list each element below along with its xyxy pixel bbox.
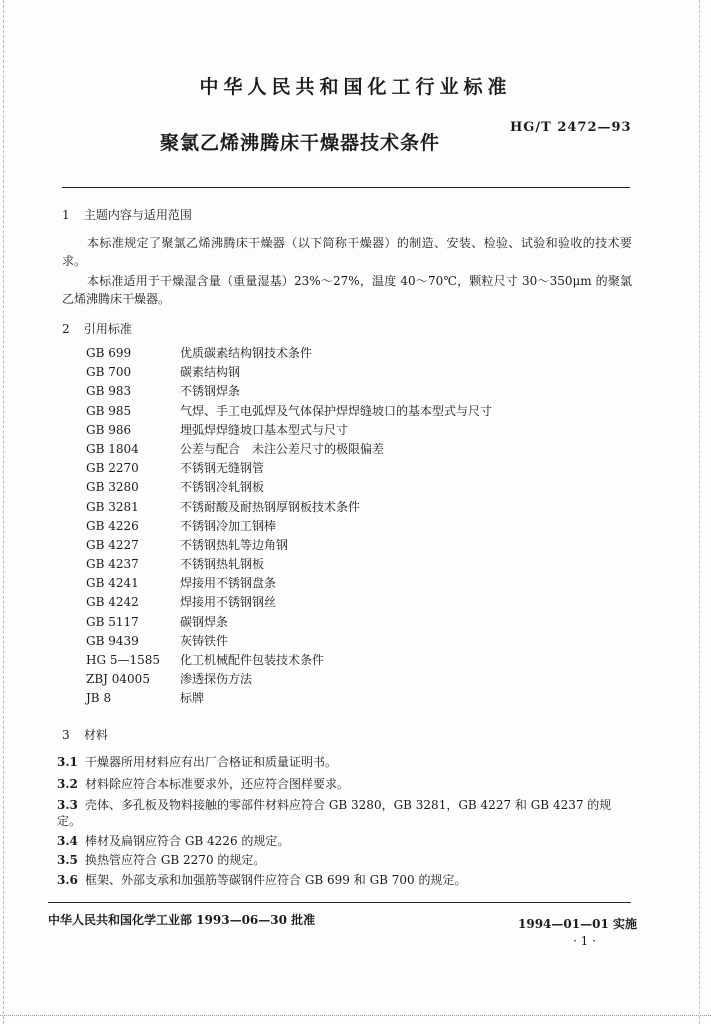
clause-text: 换热管应符合 GB 2270 的规定。 <box>85 853 266 867</box>
reference-name: 标牌 <box>180 691 205 706</box>
clause-3-2 <box>57 775 632 794</box>
document-title: 聚氯乙烯沸腾床干燥器技术条件 <box>160 132 441 154</box>
reference-code: GB 700 <box>86 365 132 380</box>
reference-row <box>86 363 606 382</box>
clause-number: 3.6 <box>57 873 78 887</box>
clause-text: 棒材及扁钢应符合 GB 4226 的规定。 <box>85 834 290 848</box>
reference-name: 不锈钢无缝钢管 <box>180 461 265 476</box>
reference-code: GB 4237 <box>86 557 139 572</box>
clause-3-3-continuation <box>57 812 632 831</box>
reference-code: GB 1804 <box>86 441 139 456</box>
effective-date: 1994—01—01 实施 <box>518 917 637 931</box>
reference-name: 气焊、手工电弧焊及气体保护焊焊缝坡口的基本型式与尺寸 <box>180 403 493 418</box>
reference-row <box>86 613 606 632</box>
reference-name: 碳钢焊条 <box>180 614 229 629</box>
section-3-heading <box>62 726 108 743</box>
clause-text: 材料除应符合本标准要求外，还应符合图样要求。 <box>85 777 350 791</box>
reference-code: GB 4226 <box>86 518 139 533</box>
reference-row <box>86 651 606 670</box>
standard-number: HG/T 2472—93 <box>510 120 632 135</box>
reference-row <box>86 478 606 497</box>
reference-name: 公差与配合 未注公差尺寸的极限偏差 <box>180 441 385 456</box>
reference-code: ZBJ 04005 <box>86 672 150 687</box>
reference-name: 焊接用不锈钢盘条 <box>180 576 277 591</box>
reference-row <box>86 555 606 574</box>
section-1-paragraph-1: 本标准规定了聚氯乙烯沸腾床干燥器（以下简称干燥器）的制造、安装、检验、试验和验收的技术要求。 <box>62 236 632 268</box>
reference-name: 不锈钢冷加工钢棒 <box>180 518 277 533</box>
reference-row <box>86 498 606 517</box>
reference-code: GB 4241 <box>86 576 139 591</box>
reference-row <box>86 459 606 478</box>
reference-row <box>86 574 606 593</box>
header-rule <box>62 187 630 188</box>
reference-row <box>86 632 606 651</box>
reference-name: 不锈钢焊条 <box>180 384 241 399</box>
section-1-paragraph-2: 本标准适用于干燥湿含量（重量湿基）23%～27%，温度 40～70℃，颗粒尺寸 30～350μm 的聚氯乙烯沸腾床干燥器。 <box>62 274 632 306</box>
section-2-number: 2 <box>62 322 70 336</box>
reference-name: 不锈耐酸及耐热钢厚钢板技术条件 <box>180 499 361 514</box>
clause-number: 3.5 <box>57 853 78 867</box>
reference-code: GB 3281 <box>86 499 139 514</box>
clause-text: 壳体、多孔板及物料接触的零部件材料应符合 GB 3280，GB 3281，GB 4227 和 GB 4237 的规 <box>85 798 612 812</box>
reference-name: 不锈钢热轧等边角钢 <box>180 537 289 552</box>
reference-row <box>86 344 606 363</box>
section-1-number: 1 <box>62 208 70 222</box>
approval-line: 中华人民共和国化学工业部 1993—06—30 批准 <box>48 913 316 927</box>
footer-rule <box>48 902 631 903</box>
reference-row <box>86 517 606 536</box>
clause-number: 3.2 <box>57 777 78 791</box>
reference-code: GB 985 <box>86 403 132 418</box>
clause-text: 干燥器所用材料应有出厂合格证和质量证明书。 <box>85 755 338 769</box>
reference-code: GB 4242 <box>86 595 139 610</box>
reference-code: GB 2270 <box>86 461 139 476</box>
clause-3-5 <box>57 851 632 870</box>
reference-row <box>86 421 606 440</box>
scan-edge-bottom <box>0 1015 711 1024</box>
clause-number: 3.4 <box>57 834 78 848</box>
section-2-heading <box>62 320 132 337</box>
reference-row <box>86 382 606 401</box>
reference-code: JB 8 <box>86 691 112 706</box>
clause-number: 3.3 <box>57 798 78 812</box>
reference-code: HG 5—1585 <box>86 653 161 667</box>
reference-row <box>86 670 606 689</box>
reference-row <box>86 402 606 421</box>
reference-name: 优质碳素结构钢技术条件 <box>180 346 313 360</box>
reference-row <box>86 689 606 708</box>
section-1-title: 主题内容与适用范围 <box>83 208 192 222</box>
reference-code: GB 4227 <box>86 537 139 552</box>
reference-name: 化工机械配件包装技术条件 <box>180 653 325 667</box>
reference-name: 不锈钢冷轧钢板 <box>180 480 265 495</box>
reference-code: GB 5117 <box>86 614 139 629</box>
clause-text: 框架、外部支承和加强筋等碳钢件应符合 GB 699 和 GB 700 的规定。 <box>85 873 467 887</box>
reference-name: 埋弧焊焊缝坡口基本型式与尺寸 <box>180 422 349 437</box>
page-number: · 1 · <box>573 934 596 948</box>
reference-name: 焊接用不锈钢钢丝 <box>180 595 277 610</box>
reference-row <box>86 536 606 555</box>
clause-3-1 <box>57 753 632 772</box>
reference-row <box>86 593 606 612</box>
scan-edge-left <box>3 0 5 1024</box>
reference-code: GB 9439 <box>86 633 139 648</box>
clause-number: 3.1 <box>57 755 78 769</box>
reference-name: 渗透探伤方法 <box>180 672 253 687</box>
section-2-title: 引用标准 <box>83 322 132 336</box>
reference-code: GB 3280 <box>86 480 139 495</box>
reference-name: 不锈钢热轧钢板 <box>180 557 265 572</box>
reference-row <box>86 440 606 459</box>
reference-name: 碳素结构钢 <box>180 365 241 380</box>
clause-text-continuation: 定。 <box>57 814 82 828</box>
clause-3-6 <box>57 871 632 890</box>
section-3-number: 3 <box>62 728 70 742</box>
clause-3-4 <box>57 832 632 851</box>
section-3-title: 材料 <box>83 728 108 742</box>
section-1-heading <box>62 206 192 223</box>
reference-code: GB 699 <box>86 346 132 360</box>
scan-edge-right <box>699 0 701 1024</box>
reference-code: GB 983 <box>86 384 132 399</box>
reference-list <box>86 344 606 709</box>
reference-code: GB 986 <box>86 422 132 437</box>
issuing-organization: 中华人民共和国化工行业标准 <box>199 76 512 98</box>
reference-name: 灰铸铁件 <box>180 633 229 648</box>
